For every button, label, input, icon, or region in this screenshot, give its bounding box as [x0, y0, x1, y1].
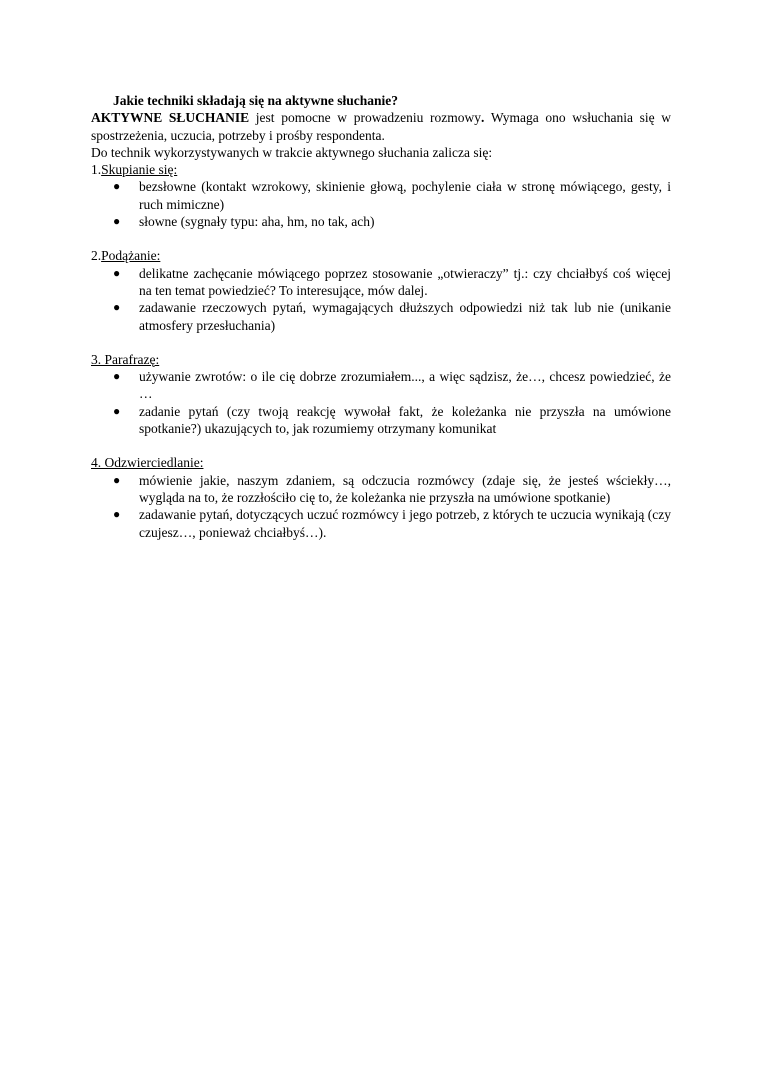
bullet-icon: ●: [113, 214, 121, 229]
list-item-text: bezsłowne (kontakt wzrokowy, skinienie głową, pochylenie ciała w stronę mówiącego, gesty, i ruch mimiczne): [139, 179, 671, 212]
list-item: [91, 213, 671, 230]
intro-text-1: jest pomocne w prowadzeniu rozmowy: [249, 110, 482, 126]
list-item-text: używanie zwrotów: o ile cię dobrze zrozumiałem..., a więc sądzisz, że…, chcesz powiedzieć, że …: [139, 369, 671, 402]
list-item: [91, 506, 671, 541]
section-heading-3: [91, 351, 671, 368]
section-spacer: [91, 230, 671, 247]
section-spacer: [91, 437, 671, 454]
list-item-text: słowne (sygnały typu: aha, hm, no tak, ach): [139, 214, 375, 230]
bullet-icon: ●: [113, 179, 121, 194]
intro-text-2: Wymaga ono wsłuchania się w spostrzeżenia, uczucia, potrzeby i prośby respondenta.: [91, 110, 671, 143]
section-number-1: 1.: [91, 162, 102, 178]
bullet-icon: ●: [113, 300, 121, 315]
section-list-2: [91, 265, 671, 334]
list-item: [91, 368, 671, 403]
bullet-icon: ●: [113, 507, 121, 522]
list-item-text: zadanie pytań (czy twoją reakcję wywołał fakt, że koleżanka nie przyszła na umówione spotkanie?) ukazujących to, jak rozumiemy otrzymany komunikat: [139, 403, 671, 437]
list-item-text: zadawanie rzeczowych pytań, wymagających dłuższych odpowiedzi niż tak lub nie (unikanie atmosfery przesłuchania): [139, 300, 671, 333]
section-list-3: [91, 368, 671, 437]
list-item: [91, 265, 671, 300]
section-list-1: [91, 178, 671, 230]
section-heading-4: [91, 454, 671, 471]
list-item-text: delikatne zachęcanie mówiącego poprzez stosowanie „otwieraczy” tj.: czy chciałbyś coś więcej na ten temat powiedzieć? To interesujące, mów dalej.: [139, 265, 671, 298]
section-title-1: Skupianie się:: [101, 162, 178, 178]
section-list-4: [91, 472, 671, 541]
section-number-4: 4.: [91, 455, 105, 471]
bullet-icon: ●: [113, 265, 121, 280]
list-item: [91, 403, 671, 438]
document-body: [91, 92, 671, 541]
intro-paragraph: [91, 109, 671, 144]
document-title: Jakie techniki składają się na aktywne słuchanie?: [113, 93, 399, 108]
bullet-icon: ●: [113, 403, 121, 418]
bullet-icon: ●: [113, 369, 121, 384]
section-title-3: Parafrazę:: [104, 351, 160, 367]
section-number-2: 2.: [91, 248, 102, 264]
bullet-icon: ●: [113, 472, 121, 487]
list-item-text: mówienie jakie, naszym zdaniem, są odczucia rozmówcy (zdaje się, że jesteś wściekły…, wygląda na to, że rozzłościło cię to, że koleżanka nie przyszła na umówione spotkanie): [139, 472, 671, 505]
list-item: [91, 299, 671, 334]
lead-in-text: Do technik wykorzystywanych w trakcie aktywnego słuchania zalicza się:: [91, 144, 493, 160]
intro-bold-lead: AKTYWNE SŁUCHANIE: [91, 110, 250, 126]
list-item: [91, 472, 671, 507]
section-title-2: Podążanie:: [101, 248, 161, 264]
list-item-text: zadawanie pytań, dotyczących uczuć rozmówcy i jego potrzeb, z których te uczucia wynikają (czy czujesz…, ponieważ chciałbyś…).: [139, 507, 671, 540]
list-item: [91, 178, 671, 213]
section-heading-1: [91, 161, 671, 178]
section-spacer: [91, 334, 671, 351]
section-heading-2: [91, 247, 671, 264]
section-number-3: 3.: [91, 351, 105, 367]
section-title-4: Odzwierciedlanie:: [104, 455, 204, 471]
intro-bold-period: .: [481, 110, 485, 126]
